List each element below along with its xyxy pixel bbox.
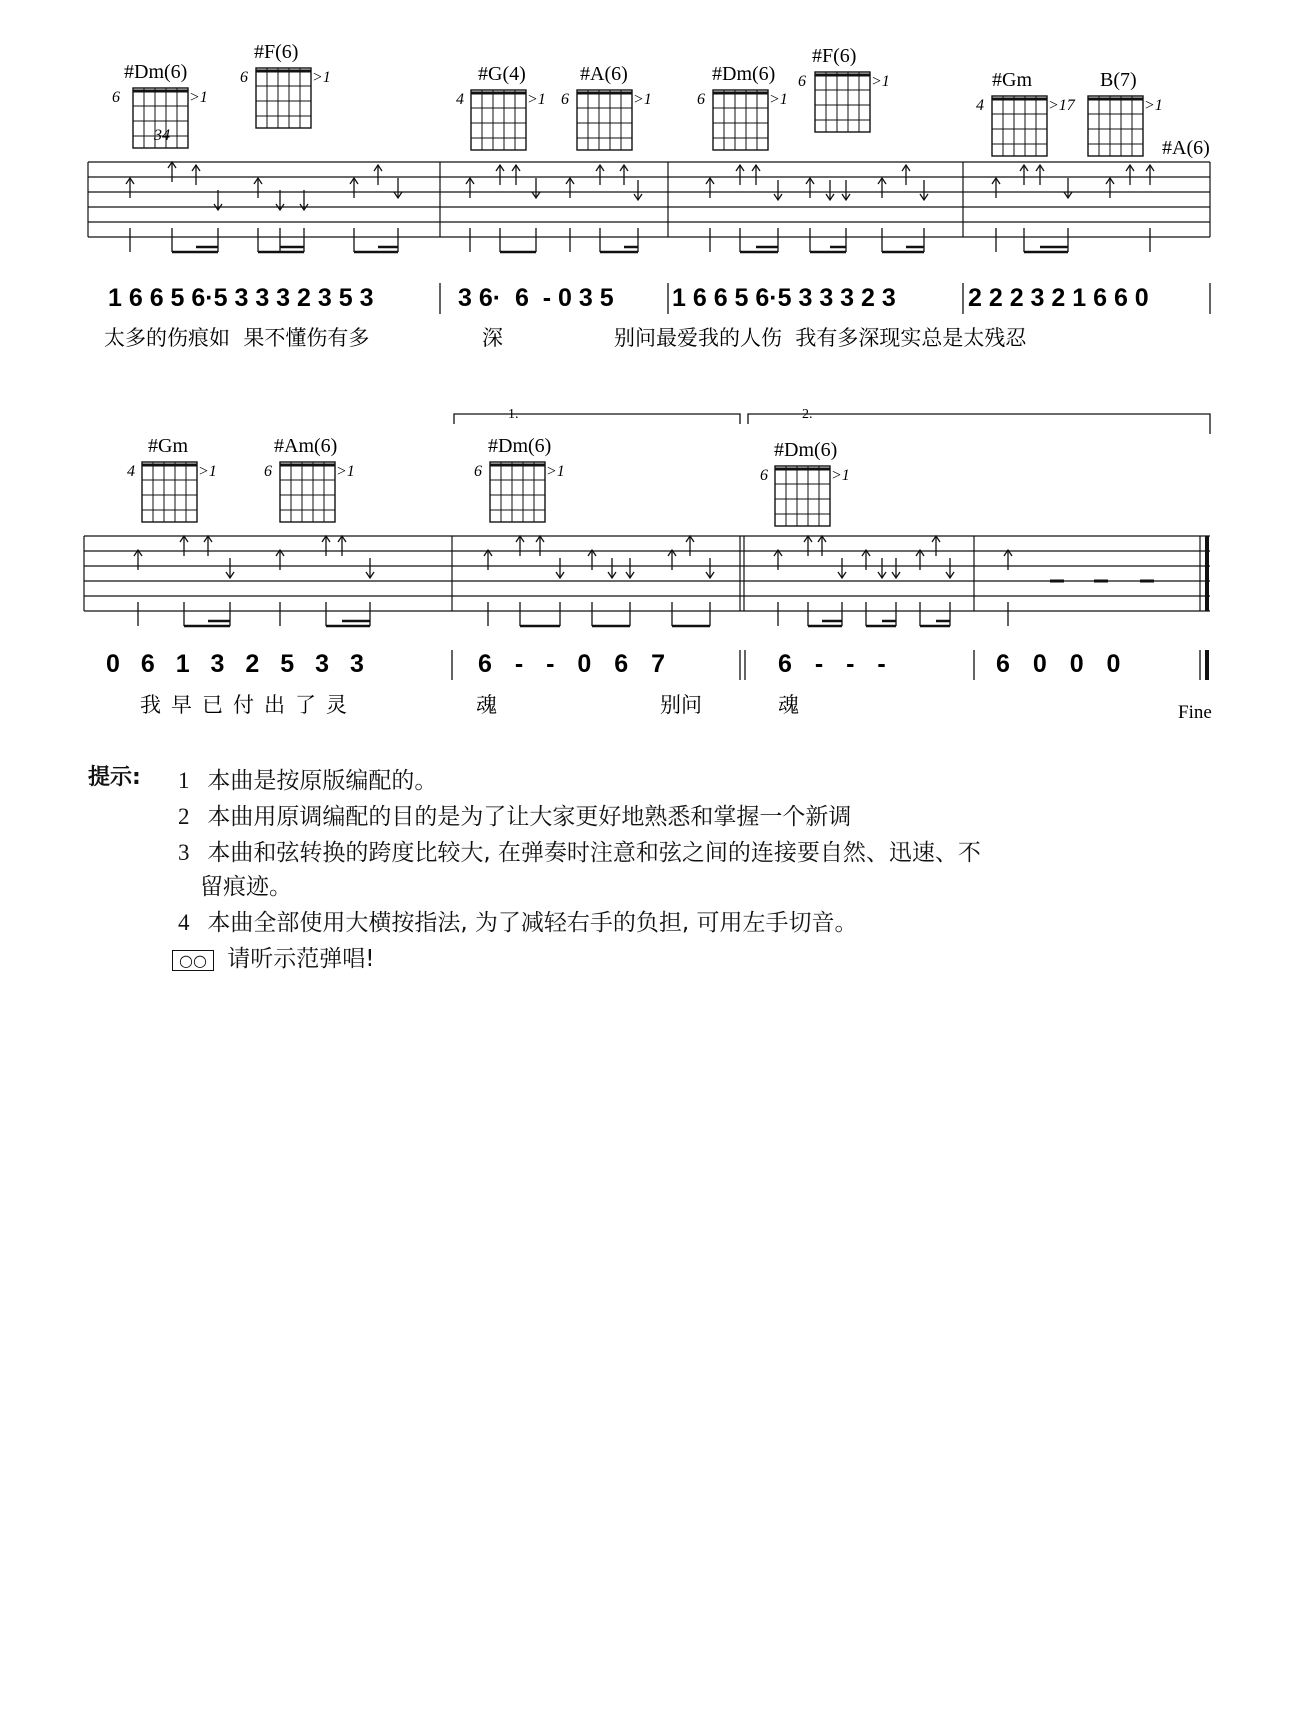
note-number: 1 <box>178 768 190 793</box>
fret-number: 6 <box>760 467 768 484</box>
jianpu-row <box>106 650 1207 680</box>
chord-diagram <box>1088 69 1163 156</box>
lyric-line: 深 <box>482 326 503 350</box>
finger-mark: >1 <box>871 73 890 90</box>
note-number: 2 <box>178 804 190 829</box>
lyric-row <box>104 326 1027 350</box>
chord-diagram <box>112 61 208 148</box>
jianpu-measure: 6 - - 0 6 7 <box>478 650 665 678</box>
jianpu-measure: 0 6 1 3 2 5 3 3 <box>106 650 364 678</box>
chord-name: #Dm(6) <box>124 61 188 83</box>
note-text: 本曲是按原版编配的。 <box>207 768 438 794</box>
fret-number: 6 <box>561 91 569 108</box>
jianpu-row <box>108 283 1210 314</box>
finger-numbers: 34 <box>154 127 170 144</box>
fret-number: 6 <box>474 463 482 480</box>
fret-number: 4 <box>127 463 135 480</box>
fret-number: 6 <box>264 463 272 480</box>
lyric-line: 魂 <box>476 693 497 717</box>
note-text: 留痕迹。 <box>200 874 292 900</box>
chord-diagram <box>240 41 331 128</box>
note-item <box>178 904 858 937</box>
jianpu-measure: 6 0 0 0 <box>996 650 1121 678</box>
notes-title: 提示: <box>88 765 141 790</box>
fret-number: 6 <box>798 73 806 90</box>
fret-number: 6 <box>697 91 705 108</box>
lyric-line: 魂 <box>778 693 799 717</box>
finger-mark: >1 <box>831 467 850 484</box>
chord-name: #G(4) <box>478 63 526 85</box>
chord-diagram <box>561 63 652 150</box>
rhythm-stems <box>130 228 1150 252</box>
jianpu-measure: 3 6· 6 - 0 3 5 <box>458 284 614 312</box>
chord-diagram <box>760 439 850 526</box>
fret-number: 6 <box>112 89 120 106</box>
chord-name: #Am(6) <box>274 435 338 457</box>
chord-diagram <box>474 435 565 522</box>
finger-mark: >1 <box>198 463 217 480</box>
finger-mark: >1 <box>769 91 788 108</box>
note-item <box>178 798 851 831</box>
chord-diagram <box>976 69 1076 156</box>
chord-name: #Gm <box>148 435 188 457</box>
lyric-line: 我早已付出了灵 <box>140 693 357 717</box>
chord-name: #F(6) <box>254 41 299 63</box>
chord-name: B(7) <box>1100 69 1137 91</box>
chord-name: #A(6) <box>580 63 628 85</box>
strum-pattern <box>126 162 1154 210</box>
finger-mark: >1 <box>1144 97 1163 114</box>
finger-mark: >1 <box>336 463 355 480</box>
fret-number: 4 <box>976 97 984 114</box>
lyric-line: 别问 <box>660 693 702 717</box>
rhythm-stems <box>138 602 1008 626</box>
jianpu-measure: 1 6 6 5 6·5 3 3 3 2 3 <box>672 284 896 312</box>
note-text: 请听示范弹唱! <box>227 946 375 972</box>
note-number: 4 <box>178 910 190 935</box>
note-item <box>172 940 374 973</box>
chord-diagram <box>456 63 546 150</box>
lyric-line: 别问最爱我的人伤 我有多深现实总是太残忍 <box>614 326 1027 350</box>
chord-name: #Dm(6) <box>488 435 552 457</box>
volta-2-label: 2. <box>802 407 813 422</box>
note-text: 本曲全部使用大横按指法, 为了减轻右手的负担, 可用左手切音。 <box>207 910 858 936</box>
volta-1-label: 1. <box>508 407 519 422</box>
chord-diagram <box>697 63 788 150</box>
cassette-icon: ○○ <box>172 950 214 971</box>
tab-staff <box>88 162 1210 237</box>
lyric-line: 太多的伤痕如 果不懂伤有多 <box>104 326 370 350</box>
finger-mark: >1 <box>527 91 546 108</box>
note-number: 3 <box>178 840 190 865</box>
chord-diagram <box>127 435 217 522</box>
note-text: 本曲用原调编配的目的是为了让大家更好地熟悉和掌握一个新调 <box>207 804 852 830</box>
chord-diagram <box>264 435 355 522</box>
chord-name: #A(6) <box>1162 137 1210 159</box>
finger-mark: >1 <box>189 89 208 106</box>
note-item <box>178 762 437 795</box>
finger-mark: >1 <box>312 69 331 86</box>
note-item <box>200 868 292 901</box>
chord-name: #Dm(6) <box>774 439 838 461</box>
lyric-row <box>140 693 1212 723</box>
chord-diagram <box>1162 137 1210 159</box>
jianpu-measure: 6 - - - <box>778 650 886 678</box>
chord-name: #Dm(6) <box>712 63 776 85</box>
finger-mark: >1 <box>633 91 652 108</box>
note-text: 本曲和弦转换的跨度比较大, 在弹奏时注意和弦之间的连接要自然、迅速、不 <box>207 840 981 866</box>
fine-marker: Fine <box>1178 702 1212 723</box>
finger-mark: >1 <box>546 463 565 480</box>
volta-bracket <box>454 414 1210 434</box>
strum-pattern <box>134 536 1012 578</box>
chord-name: #Gm <box>992 69 1032 91</box>
fret-number: 4 <box>456 91 464 108</box>
chord-name: #F(6) <box>812 45 857 67</box>
chord-diagram <box>798 45 890 132</box>
tab-staff <box>84 536 1210 611</box>
finger-mark: >17 <box>1048 97 1075 114</box>
note-item <box>178 834 981 867</box>
jianpu-measure: 1 6 6 5 6·5 3 3 3 2 3 5 3 <box>108 284 374 312</box>
jianpu-measure: 2 2 2 3 2 1 6 6 0 <box>968 284 1149 312</box>
fret-number: 6 <box>240 69 248 86</box>
